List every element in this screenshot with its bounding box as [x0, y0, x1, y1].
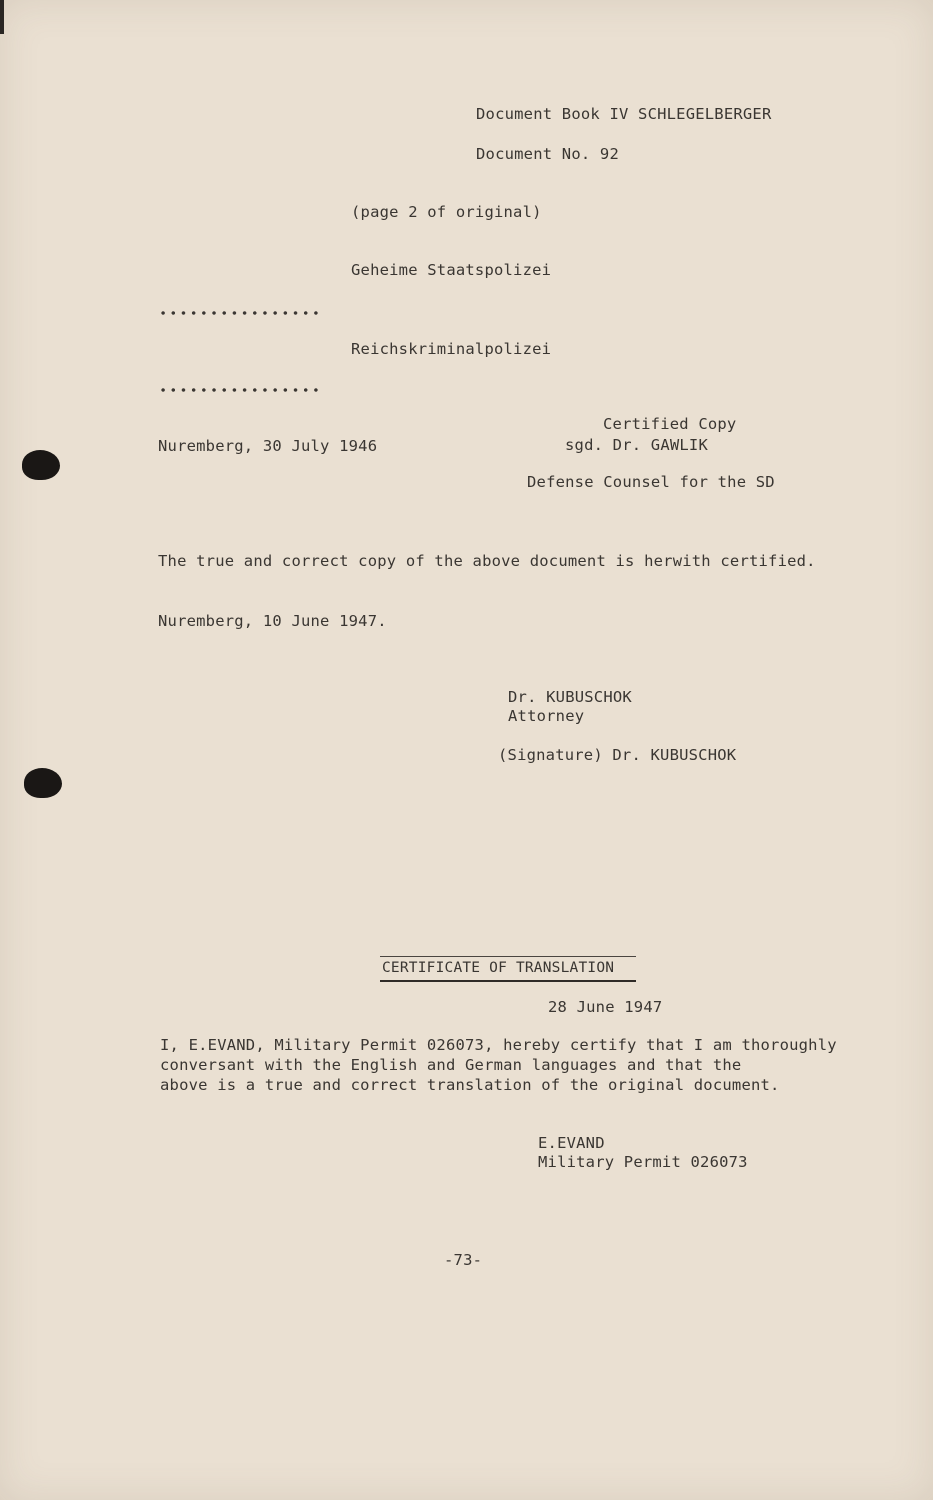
dotted-separator-1	[158, 311, 323, 315]
certificate-text-line-3: above is a true and correct translation of the original document.	[160, 1076, 780, 1094]
signature-line: (Signature) Dr. KUBUSCHOK	[498, 746, 737, 764]
certificate-date: 28 June 1947	[548, 998, 663, 1016]
place-date-1947: Nuremberg, 10 June 1947.	[158, 612, 387, 630]
page-number: -73-	[444, 1251, 483, 1269]
organization-line-2: Reichskriminalpolizei	[351, 340, 552, 358]
document-number: Document No. 92	[476, 145, 619, 163]
certificate-title: CERTIFICATE OF TRANSLATION	[382, 960, 615, 976]
document-book-title: Document Book IV SCHLEGELBERGER	[476, 105, 772, 123]
signed-line: sgd. Dr. GAWLIK	[565, 436, 708, 454]
certificate-text-line-1: I, E.EVAND, Military Permit 026073, hereby certify that I am thoroughly	[160, 1036, 837, 1054]
attorney-title: Attorney	[508, 707, 585, 725]
place-date-1946: Nuremberg, 30 July 1946	[158, 437, 378, 455]
page-reference: (page 2 of original)	[351, 203, 542, 221]
organization-line-1: Geheime Staatspolizei	[351, 261, 552, 279]
page-edge-mark	[0, 0, 4, 34]
attorney-name: Dr. KUBUSCHOK	[508, 688, 632, 706]
dotted-separator-2	[158, 388, 323, 392]
translator-name: E.EVAND	[538, 1134, 605, 1152]
punch-hole-bottom	[24, 768, 62, 798]
certificate-text-line-2: conversant with the English and German languages and that the	[160, 1056, 742, 1074]
true-copy-statement: The true and correct copy of the above document is herwith certified.	[158, 552, 816, 570]
punch-hole-top	[22, 450, 60, 480]
defense-counsel-label: Defense Counsel for the SD	[527, 473, 775, 491]
translator-permit: Military Permit 026073	[538, 1153, 748, 1171]
certified-copy-label: Certified Copy	[603, 415, 737, 433]
